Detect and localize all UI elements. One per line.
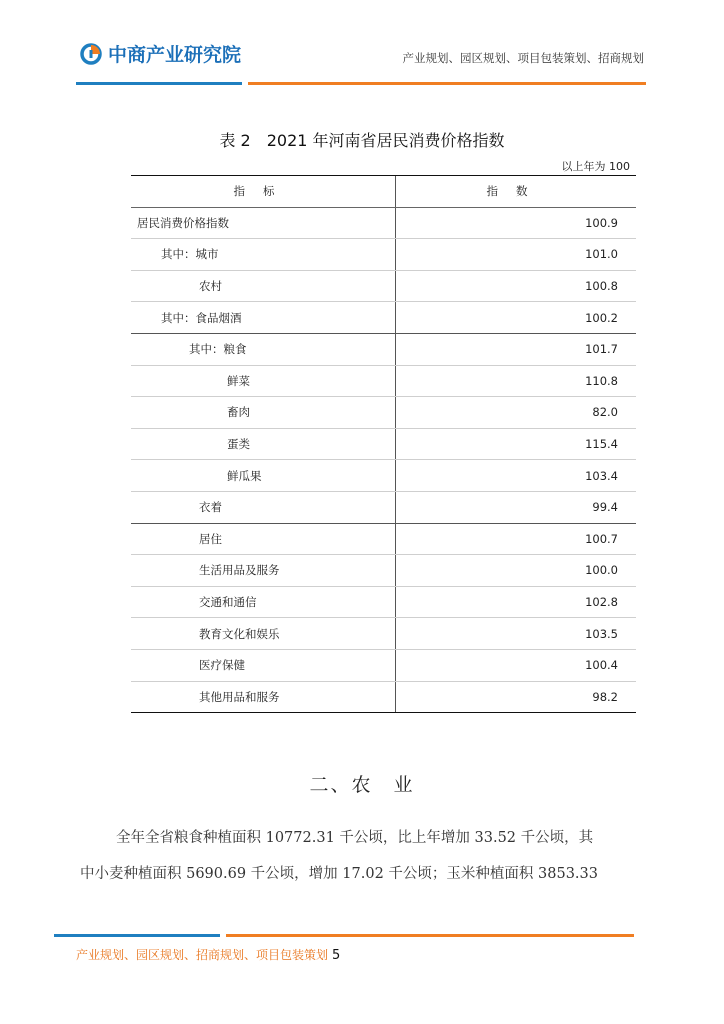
row-value: 100.9 xyxy=(396,207,637,239)
row-value: 98.2 xyxy=(396,681,637,713)
table-row xyxy=(131,428,636,460)
row-label: 蛋类 xyxy=(131,428,396,460)
table-unit-note: 以上年为 100 xyxy=(561,160,630,173)
table-row xyxy=(131,270,636,302)
row-label: 鲜瓜果 xyxy=(131,460,396,492)
header-tagline: 产业规划、园区规划、项目包装策划、招商规划 xyxy=(402,51,644,65)
body-paragraph xyxy=(80,820,646,892)
row-label: 交通和通信 xyxy=(131,586,396,618)
row-label: 衣着 xyxy=(131,491,396,523)
row-value: 82.0 xyxy=(396,397,637,429)
row-value: 103.5 xyxy=(396,618,637,650)
row-label: 教育文化和娱乐 xyxy=(131,618,396,650)
row-label: 居住 xyxy=(131,523,396,555)
row-value: 115.4 xyxy=(396,428,637,460)
row-value: 100.0 xyxy=(396,555,637,587)
column-header-indicator: 指标 xyxy=(131,176,396,208)
row-label: 医疗保健 xyxy=(131,649,396,681)
row-label: 农村 xyxy=(131,270,396,302)
table-row xyxy=(131,207,636,239)
section-heading: 二、农 业 xyxy=(309,774,415,796)
row-label: 鲜菜 xyxy=(131,365,396,397)
row-value: 103.4 xyxy=(396,460,637,492)
row-value: 100.4 xyxy=(396,649,637,681)
cpi-table xyxy=(131,175,636,713)
table-row xyxy=(131,239,636,271)
table-row xyxy=(131,333,636,365)
table-row xyxy=(131,365,636,397)
table-title: 表 2 2021 年河南省居民消费价格指数 xyxy=(219,131,505,150)
logo-text: 中商产业研究院 xyxy=(108,44,242,66)
footer-tagline: 产业规划、园区规划、招商规划、项目包装策划 xyxy=(76,948,329,962)
page-number: 5 xyxy=(332,948,341,963)
row-value: 99.4 xyxy=(396,491,637,523)
column-header-index: 指数 xyxy=(396,176,637,208)
row-label: 畜肉 xyxy=(131,397,396,429)
row-value: 102.8 xyxy=(396,586,637,618)
footer-divider-blue xyxy=(54,934,220,937)
row-value: 100.2 xyxy=(396,302,637,334)
row-label: 其他用品和服务 xyxy=(131,681,396,713)
row-value: 101.0 xyxy=(396,239,637,271)
header-divider-blue xyxy=(76,82,242,85)
table-row xyxy=(131,302,636,334)
table-row xyxy=(131,618,636,650)
table-header-row xyxy=(131,176,636,208)
row-label: 生活用品及服务 xyxy=(131,555,396,587)
company-logo xyxy=(80,40,241,67)
paragraph-line: 全年全省粮食种植面积 10772.31 千公顷，比上年增加 33.52 千公顷，其 xyxy=(116,830,594,846)
table-row xyxy=(131,397,636,429)
footer-divider-orange xyxy=(226,934,634,937)
row-label: 其中：食品烟酒 xyxy=(131,302,396,334)
table-row xyxy=(131,523,636,555)
table-row xyxy=(131,649,636,681)
row-value: 101.7 xyxy=(396,333,637,365)
paragraph-line: 中小麦种植面积 5690.69 千公顷，增加 17.02 千公顷；玉米种植面积 3853.33 xyxy=(80,866,598,882)
row-value: 100.8 xyxy=(396,270,637,302)
row-label: 居民消费价格指数 xyxy=(131,207,396,239)
table-row xyxy=(131,491,636,523)
row-label: 其中：城市 xyxy=(131,239,396,271)
logo-mark-icon xyxy=(80,43,102,65)
table-row xyxy=(131,555,636,587)
page-footer xyxy=(76,946,340,963)
table-row xyxy=(131,586,636,618)
row-value: 100.7 xyxy=(396,523,637,555)
page-header xyxy=(0,0,724,100)
row-label: 其中：粮食 xyxy=(131,333,396,365)
header-divider-orange xyxy=(248,82,646,85)
row-value: 110.8 xyxy=(396,365,637,397)
table-row xyxy=(131,460,636,492)
table-row xyxy=(131,681,636,713)
